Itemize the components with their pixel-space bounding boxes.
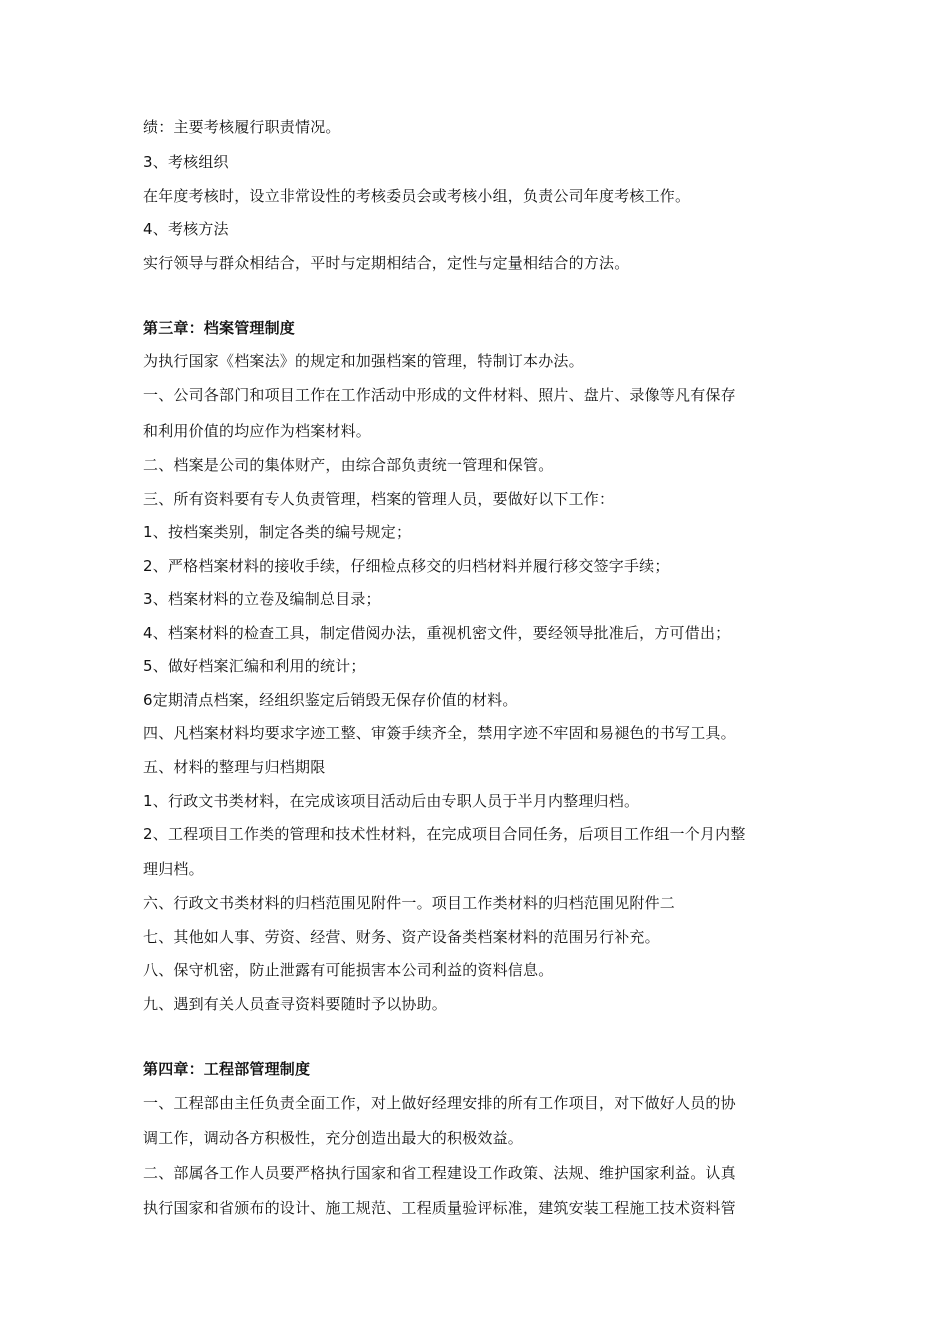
list-item: 4、档案材料的检查工具，制定借阅办法，重视机密文件，要经领导批准后，方可借出； [143, 624, 731, 642]
list-heading: 3、考核组织 [143, 153, 229, 171]
list-item: 1、按档案类别，制定各类的编号规定； [143, 523, 412, 541]
paragraph-line: 六、行政文书类材料的归档范围见附件一。项目工作类材料的归档范围见附件二 [143, 894, 676, 912]
paragraph-line: 一、工程部由主任负责全面工作，对上做好经理安排的所有工作项目，对下做好人员的协 [143, 1094, 736, 1112]
list-item: 2、严格档案材料的接收手续，仔细检点移交的归档材料并履行移交签字手续； [143, 557, 670, 575]
paragraph-line: 五、材料的整理与归档期限 [143, 758, 326, 776]
paragraph-line: 在年度考核时，设立非常设性的考核委员会或考核小组，负责公司年度考核工作。 [143, 187, 691, 205]
list-item: 理归档。 [143, 860, 204, 878]
list-item: 5、做好档案汇编和利用的统计； [143, 657, 366, 675]
paragraph-line: 三、所有资料要有专人负责管理，档案的管理人员，要做好以下工作： [143, 490, 615, 508]
chapter-4-title: 第四章：工程部管理制度 [143, 1060, 311, 1078]
paragraph-line: 四、凡档案材料均要求字迹工整、审簽手续齐全，禁用字迹不牢固和易褪色的书写工具。 [143, 724, 736, 742]
list-item: 2、工程项目工作类的管理和技术性材料，在完成项目合同任务，后项目工作组一个月内整 [143, 825, 746, 843]
paragraph-line: 为执行国家《档案法》的规定和加强档案的管理，特制订本办法。 [143, 352, 584, 370]
paragraph-line: 二、部属各工作人员要严格执行国家和省工程建设工作政策、法规、维护国家利益。认真 [143, 1164, 736, 1182]
paragraph-line: 八、保守机密，防止泄露有可能损害本公司利益的资料信息。 [143, 961, 554, 979]
chapter-3-title: 第三章：档案管理制度 [143, 319, 296, 337]
paragraph-line: 一、公司各部门和项目工作在工作活动中形成的文件材料、照片、盘片、录像等凡有保存 [143, 386, 736, 404]
paragraph-line: 绩：主要考核履行职责情况。 [143, 118, 341, 136]
list-item: 3、档案材料的立卷及编制总目录； [143, 590, 381, 608]
paragraph-line: 实行领导与群众相结合，平时与定期相结合，定性与定量相结合的方法。 [143, 254, 630, 272]
list-item: 1、行政文书类材料，在完成该项目活动后由专职人员于半月内整理归档。 [143, 792, 640, 810]
paragraph-line: 九、遇到有关人员查寻资料要随时予以协助。 [143, 995, 448, 1013]
paragraph-line: 调工作，调动各方积极性，充分创造出最大的积极效益。 [143, 1129, 524, 1147]
list-heading: 4、考核方法 [143, 220, 229, 238]
paragraph-line: 七、其他如人事、劳资、经营、财务、资产设备类档案材料的范围另行补充。 [143, 928, 660, 946]
paragraph-line: 和利用价值的均应作为档案材料。 [143, 422, 372, 440]
list-item: 6定期清点档案，经组织鉴定后销毁无保存价值的材料。 [143, 691, 518, 709]
paragraph-line: 执行国家和省颁布的设计、施工规范、工程质量验评标准，建筑安装工程施工技术资料管 [143, 1199, 736, 1217]
paragraph-line: 二、档案是公司的集体财产，由综合部负责统一管理和保管。 [143, 456, 554, 474]
